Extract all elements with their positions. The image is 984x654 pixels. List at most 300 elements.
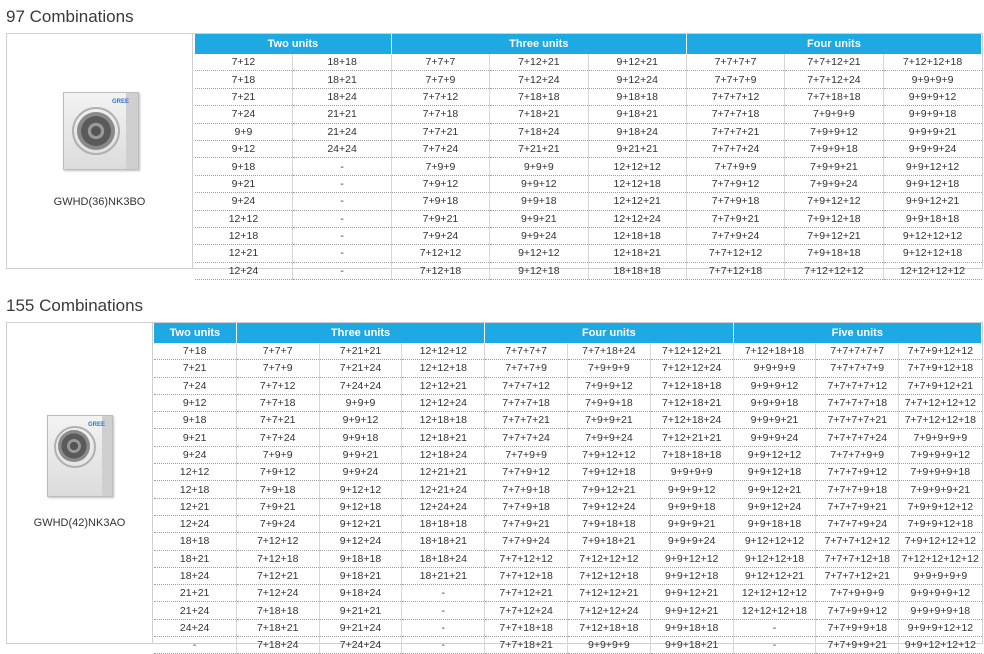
combination-cell: 7+9+9+9 [785, 106, 883, 123]
combination-cell: 7+12+12 [236, 533, 319, 550]
combination-cell: 9+9+12+21 [650, 602, 733, 619]
combination-cell: 18+18+24 [402, 550, 485, 567]
combination-cell: 7+12+21 [236, 567, 319, 584]
combination-cell: 7+12+12+18 [883, 54, 981, 71]
combination-cell: 7+9+12+12 [567, 446, 650, 463]
combination-cell: 7+7+7+9+12 [816, 464, 899, 481]
combination-cell: 7+12+18 [391, 262, 489, 279]
combination-cell: 7+12+24 [236, 585, 319, 602]
combination-cell: 7+9+9+21 [567, 412, 650, 429]
combination-cell: 7+9+9+12 [785, 123, 883, 140]
combination-cell: 7+9+12+24 [567, 498, 650, 515]
combination-cell: 12+18+18 [588, 227, 686, 244]
combination-cell: 12+12+12 [588, 158, 686, 175]
combination-cell: 7+9+18+21 [567, 533, 650, 550]
combination-cell: 7+7+12+24 [485, 602, 568, 619]
combination-cell: - [293, 175, 391, 192]
combination-cell: 7+18+18 [490, 88, 588, 105]
combination-cell: 9+9+12+12 [733, 446, 816, 463]
combination-cell: 7+9+24 [236, 515, 319, 532]
group-header: Three units [236, 323, 484, 343]
combination-cell: 7+7+7+12+21 [816, 567, 899, 584]
combination-cell: 12+18+18 [402, 412, 485, 429]
combination-block-97 [6, 33, 983, 277]
combination-cell: 7+7+7+7+18 [816, 394, 899, 411]
combination-cell: 7+7+7+7+24 [816, 429, 899, 446]
combination-cell: 7+7+7+12 [686, 88, 784, 105]
combination-cell: 7+9+18+18 [785, 245, 883, 262]
combination-cell: 7+7+7+9+24 [816, 515, 899, 532]
combination-cell: 9+9+9+24 [733, 429, 816, 446]
combination-cell: 7+7+9+12 [485, 464, 568, 481]
combination-cell: 7+7+9+12 [686, 175, 784, 192]
table-row [195, 123, 982, 140]
combination-cell: 9+9+12 [490, 175, 588, 192]
combination-cell: 7+7+18+21 [485, 637, 568, 654]
combination-cell: 7+7+9+18 [686, 193, 784, 210]
combination-cell: 24+24 [293, 140, 391, 157]
combination-cell: 7+7+9+12+12 [899, 343, 982, 360]
table-row [195, 175, 982, 192]
combination-cell: 9+9+9+9 [883, 71, 981, 88]
combination-cell: 12+12+18 [588, 175, 686, 192]
combination-cell: 7+7+18+24 [567, 343, 650, 360]
combination-cell: 12+18+21 [402, 429, 485, 446]
combination-cell: 7+7+9+9 [686, 158, 784, 175]
combination-cell: 7+9+9+9+21 [899, 481, 982, 498]
combination-cell: 7+18 [154, 343, 237, 360]
combination-cell: 7+9+9+18 [785, 140, 883, 157]
combination-cell: 9+9 [195, 123, 293, 140]
combination-cell: 7+9+18 [391, 193, 489, 210]
combination-cell: 7+12+12+12 [785, 262, 883, 279]
table-row [154, 481, 982, 498]
combination-cell: 9+9+18+18 [883, 210, 981, 227]
combination-cell: 9+9+18+21 [650, 637, 733, 654]
combination-cell: 9+18+21 [588, 106, 686, 123]
combination-cell: 7+7+7+12 [485, 377, 568, 394]
combination-cell: 7+7+12+12 [686, 245, 784, 262]
combination-cell: 7+12+12+12+12 [899, 550, 982, 567]
combination-cell: - [733, 637, 816, 654]
combination-cell: 7+18+18 [236, 602, 319, 619]
combination-cell: 7+7+9+9+18 [816, 619, 899, 636]
combination-cell: 12+12+21 [402, 377, 485, 394]
combination-cell: 7+7+7+18 [485, 394, 568, 411]
table-row [154, 550, 982, 567]
combination-cell: 7+12+12+21 [650, 343, 733, 360]
combination-cell: 9+18+24 [588, 123, 686, 140]
combination-cell: 7+24+24 [319, 377, 402, 394]
combination-cell: 7+7+7+24 [485, 429, 568, 446]
combination-cell: 7+7+7+18 [686, 106, 784, 123]
combination-cell: 9+21+21 [588, 140, 686, 157]
combination-cell: 7+12+18+24 [650, 412, 733, 429]
group-header: Two units [154, 323, 237, 343]
combination-cell: 18+24 [154, 567, 237, 584]
combination-cell: 7+7+21 [391, 123, 489, 140]
combination-cell: 7+7+7+9+21 [816, 498, 899, 515]
combination-cell: 7+7+7+9 [686, 71, 784, 88]
combination-cell: 7+12+18+21 [650, 394, 733, 411]
combination-cell: 7+9+9+12 [567, 377, 650, 394]
combination-cell: 9+9+9+18 [733, 394, 816, 411]
combination-cell: 7+7+7 [236, 343, 319, 360]
group-header: Five units [733, 323, 981, 343]
combination-cell: 7+9+9 [236, 446, 319, 463]
combination-cell: 12+21 [195, 245, 293, 262]
combination-cell: 7+7+7+12+18 [816, 550, 899, 567]
table-row [154, 498, 982, 515]
combination-cell: 7+9+9 [391, 158, 489, 175]
table-row [154, 343, 982, 360]
combination-cell: 7+7+7+7+9 [816, 360, 899, 377]
table-row [195, 245, 982, 262]
combination-cell: 9+9+9+9+18 [899, 602, 982, 619]
combination-cell: 7+7+12+18 [485, 567, 568, 584]
table-row [154, 567, 982, 584]
outdoor-unit-panel [7, 323, 153, 643]
group-header-row [154, 323, 982, 343]
combination-cell: 7+7+12+12+18 [899, 412, 982, 429]
group-header: Two units [195, 34, 392, 54]
combination-cell: 7+12+12+24 [567, 602, 650, 619]
combination-cell: 18+18+18 [402, 515, 485, 532]
combination-cell: - [402, 602, 485, 619]
combination-cell: 9+12+18 [490, 262, 588, 279]
combination-cell: 7+7+18 [236, 394, 319, 411]
combination-cell: 7+12+12+18 [567, 567, 650, 584]
outdoor-unit-image [63, 92, 139, 170]
combination-cell: 7+21 [195, 88, 293, 105]
group-header: Four units [686, 34, 981, 54]
combination-cell: 9+9+9 [319, 394, 402, 411]
combination-cell: 9+9+24 [319, 464, 402, 481]
combination-cell: 7+7+12+21 [485, 585, 568, 602]
combination-cell: 12+12+21 [588, 193, 686, 210]
combination-cell: 12+12+18 [402, 360, 485, 377]
combination-cell: 12+12+12+18 [733, 602, 816, 619]
table-row [195, 88, 982, 105]
combination-cell: 12+12+12 [402, 343, 485, 360]
combination-cell: 18+18 [293, 54, 391, 71]
combination-cell: 7+7+7+9+9 [816, 446, 899, 463]
combination-cell: 7+9+9+9+12 [899, 446, 982, 463]
combination-cell: 12+24+24 [402, 498, 485, 515]
combination-cell: 12+21+21 [402, 464, 485, 481]
combination-cell: 9+9+12+12+12 [899, 637, 982, 654]
combination-cell: 7+9+21 [391, 210, 489, 227]
combination-cell: 18+21+21 [402, 567, 485, 584]
model-name: GWHD(36)NK3BO [53, 196, 146, 208]
combination-cell: 7+7+9+21 [686, 210, 784, 227]
combination-cell: 7+7+9 [391, 71, 489, 88]
combination-cell: 9+21+21 [319, 602, 402, 619]
combination-cell: 7+18+21 [236, 619, 319, 636]
combination-cell: - [733, 619, 816, 636]
combination-cell: 7+9+9+24 [567, 429, 650, 446]
combination-cell: 7+7+7+7+12 [816, 377, 899, 394]
combination-cell: 7+21+21 [490, 140, 588, 157]
outdoor-unit-image [47, 415, 113, 497]
combination-cell: 9+9+9+9+12 [899, 585, 982, 602]
combination-cell: 9+18+18 [588, 88, 686, 105]
combination-cell: 9+9+9 [490, 158, 588, 175]
combination-cell: 7+7+9+9+9 [816, 585, 899, 602]
group-header: Three units [391, 34, 686, 54]
combination-cell: 7+18+18+18 [650, 446, 733, 463]
combination-cell: 7+12+18+18 [567, 619, 650, 636]
combination-cell: 7+9+12+18 [567, 464, 650, 481]
combination-cell: - [293, 262, 391, 279]
table-row [154, 394, 982, 411]
combination-cell: 7+7+21 [236, 412, 319, 429]
combination-table [194, 34, 982, 280]
combination-cell: 21+24 [293, 123, 391, 140]
combination-cell: 7+7+18+18 [785, 88, 883, 105]
table-row [154, 533, 982, 550]
combination-cell: 7+7+9+18 [485, 481, 568, 498]
combination-cell: 7+7+7+21 [686, 123, 784, 140]
table-row [195, 140, 982, 157]
combination-cell: 12+12 [154, 464, 237, 481]
combination-cell: 7+9+9+12+18 [899, 515, 982, 532]
combination-cell: 9+12+12 [490, 245, 588, 262]
combination-cell: 9+9+12+21 [650, 585, 733, 602]
table-row [195, 262, 982, 279]
combination-cell: 7+7+7+24 [686, 140, 784, 157]
combination-cell: 7+7+9+24 [485, 533, 568, 550]
combination-block-155 [6, 322, 983, 652]
combination-cell: 7+12+12+24 [650, 360, 733, 377]
combination-cell: 18+18 [154, 533, 237, 550]
table-row [154, 446, 982, 463]
combination-cell: 9+12+12+12 [733, 533, 816, 550]
combination-cell: - [402, 619, 485, 636]
combination-cell: 7+12+18+18 [733, 343, 816, 360]
combination-cell: 9+18 [154, 412, 237, 429]
table-row [154, 377, 982, 394]
combination-cell: 7+9+12+12+12 [899, 533, 982, 550]
table-row [195, 158, 982, 175]
combination-cell: 7+21+24 [319, 360, 402, 377]
combination-cell: 7+7+7+21 [485, 412, 568, 429]
table-row [154, 515, 982, 532]
combination-cell: 9+9+12+12 [883, 158, 981, 175]
combination-cell: 12+18+21 [588, 245, 686, 262]
combination-cell: 7+21 [154, 360, 237, 377]
combination-cell: 7+7+7 [391, 54, 489, 71]
combination-cell: 24+24 [154, 619, 237, 636]
group-header-row [195, 34, 982, 54]
combination-cell: 7+12+18 [236, 550, 319, 567]
combination-cell: 9+21+24 [319, 619, 402, 636]
combination-cell: 7+9+12+21 [785, 227, 883, 244]
combination-cell: 7+7+9 [236, 360, 319, 377]
combination-cell: 7+7+9+21 [485, 515, 568, 532]
combination-cell: 9+12+12+21 [733, 567, 816, 584]
combination-cell: 9+9+9+9 [567, 637, 650, 654]
combination-cell: 9+9+12+18 [883, 175, 981, 192]
combination-cell: 12+12 [195, 210, 293, 227]
combination-cell: - [293, 193, 391, 210]
combination-cell: 7+9+9+12+12 [899, 498, 982, 515]
combination-cell: 9+9+12+24 [733, 498, 816, 515]
combination-cell: - [154, 637, 237, 654]
combination-cell: 7+7+7+12+12 [816, 533, 899, 550]
combination-cell: 9+9+9+12 [650, 481, 733, 498]
combination-table [153, 323, 982, 654]
combination-cell: 7+12+21 [490, 54, 588, 71]
combination-cell: 7+7+24 [236, 429, 319, 446]
combination-cell: 7+7+7+9 [485, 360, 568, 377]
combination-cell: 9+12+18 [319, 498, 402, 515]
combination-cell: 7+7+7+7+7 [816, 343, 899, 360]
combination-cell: 7+9+9+21 [785, 158, 883, 175]
combination-cell: 9+12+24 [588, 71, 686, 88]
combination-cell: 9+18+24 [319, 585, 402, 602]
combination-cell: - [293, 158, 391, 175]
combination-cell: 12+18 [154, 481, 237, 498]
combination-cell: 7+7+7+7 [485, 343, 568, 360]
combination-cell: 7+9+12 [236, 464, 319, 481]
combination-cell: 9+12+12 [319, 481, 402, 498]
combination-cell: 18+21 [293, 71, 391, 88]
combination-cell: 9+9+12+18 [733, 464, 816, 481]
combination-cell: 9+9+21 [319, 446, 402, 463]
combination-cell: 9+9+9+24 [883, 140, 981, 157]
combination-cell: 7+7+12 [236, 377, 319, 394]
table-row [154, 429, 982, 446]
table-row [195, 71, 982, 88]
combination-cell: 7+9+12+12 [785, 193, 883, 210]
combination-cell: 9+9+9+18 [883, 106, 981, 123]
combination-cell: 12+12+12+12 [733, 585, 816, 602]
combination-cell: 9+9+9+18 [650, 498, 733, 515]
combination-cell: 12+18 [195, 227, 293, 244]
combination-cell: 7+9+21 [236, 498, 319, 515]
combination-cell: 12+24 [154, 515, 237, 532]
combination-cell: 7+7+12 [391, 88, 489, 105]
combination-cell: 7+9+12+18 [785, 210, 883, 227]
combination-cell: - [402, 637, 485, 654]
combination-cell: 7+12+12+12 [567, 550, 650, 567]
combination-cell: 7+12+18+18 [650, 377, 733, 394]
combination-cell: 7+24 [154, 377, 237, 394]
combination-cell: 7+7+12+18 [686, 262, 784, 279]
combination-cell: 7+7+24 [391, 140, 489, 157]
combination-cell: 7+18+24 [490, 123, 588, 140]
combination-cell: 7+9+18 [236, 481, 319, 498]
combination-cell: 9+9+18 [319, 429, 402, 446]
combination-cell: 9+12 [195, 140, 293, 157]
combination-cell: 9+12+24 [319, 533, 402, 550]
combination-cell: 7+18+24 [236, 637, 319, 654]
combination-cell: 9+9+12+21 [733, 481, 816, 498]
combination-cell: 9+18 [195, 158, 293, 175]
combination-cell: 7+18 [195, 71, 293, 88]
combination-cell: 7+21+21 [319, 343, 402, 360]
combination-cell: 9+9+9+12+12 [899, 619, 982, 636]
combination-cell: 7+7+12+12+12 [899, 394, 982, 411]
combination-cell: 7+24+24 [319, 637, 402, 654]
combination-cell: 9+9+9+9 [733, 360, 816, 377]
combination-cell: 9+9+9+24 [650, 533, 733, 550]
table-row [154, 637, 982, 654]
combination-cell: 9+9+18+18 [733, 515, 816, 532]
combination-cell: 7+12+21+21 [650, 429, 733, 446]
combination-cell: 9+9+9+21 [883, 123, 981, 140]
combination-cell: 9+9+18 [490, 193, 588, 210]
combination-cell: 7+7+9+12+18 [899, 360, 982, 377]
combination-cell: 9+9+9+9 [650, 464, 733, 481]
combination-cell: 7+24 [195, 106, 293, 123]
combination-cell: 7+7+9+9 [485, 446, 568, 463]
combination-cell: 7+7+9+9+12 [816, 602, 899, 619]
combination-cell: 9+9+18+18 [650, 619, 733, 636]
combination-cell: 7+9+9+9+9 [899, 429, 982, 446]
combination-cell: 12+21 [154, 498, 237, 515]
table-row [195, 193, 982, 210]
combination-cell: - [402, 585, 485, 602]
combination-cell: 7+7+12+24 [785, 71, 883, 88]
combination-cell: 9+9+24 [490, 227, 588, 244]
combination-cell: 9+9+9+9+9 [899, 567, 982, 584]
combination-cell: 7+7+18+18 [485, 619, 568, 636]
combination-cell: 9+9+9+21 [650, 515, 733, 532]
table-row [195, 210, 982, 227]
combination-cell: - [293, 227, 391, 244]
combination-cell: 9+9+12 [319, 412, 402, 429]
combination-cell: 9+18+21 [319, 567, 402, 584]
combination-cell: 7+7+9+12+21 [899, 377, 982, 394]
combination-cell: 9+9+9+21 [733, 412, 816, 429]
combination-cell: 9+9+12+18 [650, 567, 733, 584]
combination-cell: 7+9+12+21 [567, 481, 650, 498]
combination-cell: 7+7+9+24 [686, 227, 784, 244]
group-header: Four units [485, 323, 733, 343]
outdoor-unit-panel [7, 34, 193, 268]
combination-cell: 7+9+18+18 [567, 515, 650, 532]
combination-cell: 9+21 [154, 429, 237, 446]
combination-cell: 7+7+9+9+21 [816, 637, 899, 654]
table-row [154, 619, 982, 636]
combination-cell: 9+12+21 [588, 54, 686, 71]
combination-cell: 7+9+24 [391, 227, 489, 244]
table-row [195, 227, 982, 244]
combination-cell: - [293, 210, 391, 227]
combination-cell: - [293, 245, 391, 262]
combination-cell: 9+12+12+18 [883, 245, 981, 262]
table-row [154, 602, 982, 619]
combination-cell: 9+18+18 [319, 550, 402, 567]
combination-cell: 7+7+18 [391, 106, 489, 123]
section-title-155: 155 Combinations [6, 296, 144, 315]
combination-cell: 9+9+12+12 [650, 550, 733, 567]
table-row [154, 412, 982, 429]
combination-cell: 7+7+9+18 [485, 498, 568, 515]
combination-cell: 7+7+7+9+18 [816, 481, 899, 498]
table-row [154, 464, 982, 481]
combination-cell: 12+21+24 [402, 481, 485, 498]
section-title-97: 97 Combinations [6, 7, 134, 26]
combination-cell: 18+21 [154, 550, 237, 567]
combination-cell: 18+18+18 [588, 262, 686, 279]
combination-cell: 12+18+24 [402, 446, 485, 463]
combination-cell: 18+18+21 [402, 533, 485, 550]
combination-cell: 7+9+9+18 [567, 394, 650, 411]
combination-cell: 9+21 [195, 175, 293, 192]
